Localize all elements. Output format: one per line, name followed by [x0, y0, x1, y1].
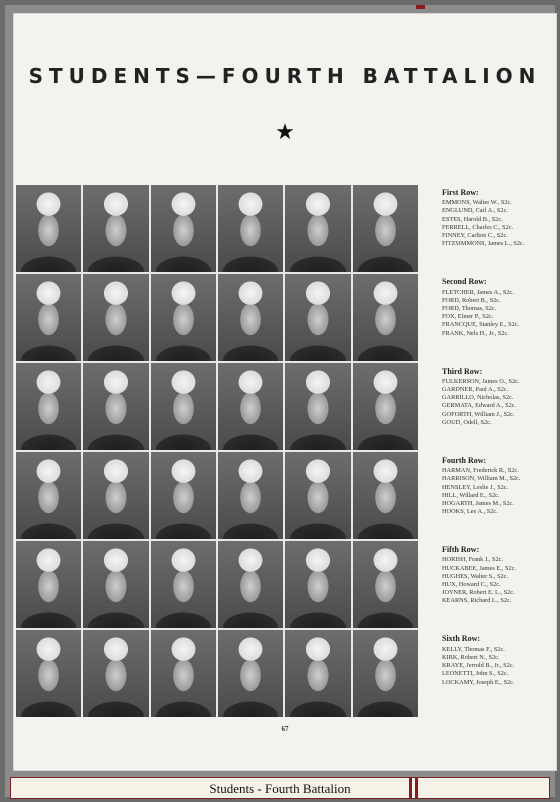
portrait-photo	[218, 630, 283, 717]
page-number: 67	[281, 725, 289, 733]
student-name: FRANK, Nels H., Jr., S2c.	[442, 329, 509, 337]
student-name: HUCKABEE, James E., S2c.	[442, 564, 516, 572]
student-name: FRANCQUE, Stanley E., S2c.	[442, 321, 520, 329]
portrait-photo	[16, 363, 81, 450]
portrait-photo	[218, 452, 283, 539]
student-name: FORD, Robert B., S2c.	[442, 296, 501, 304]
portrait-photo	[285, 541, 350, 628]
row-group	[442, 631, 554, 720]
student-name: KELLY, Thomas F., S2c.	[442, 645, 505, 653]
row-heading: First Row:	[442, 188, 479, 197]
row-heading: Third Row:	[442, 366, 483, 376]
portrait-photo	[353, 452, 418, 539]
student-name: ESTES, Harold B., S2c.	[442, 215, 503, 223]
student-name: FLETCHER, James A., S2c.	[442, 288, 514, 296]
student-name: JOYNER, Robert E. L., S2c.	[442, 589, 515, 597]
portrait-photo	[83, 185, 148, 272]
student-name: GOUD, Odell, S2c.	[442, 418, 492, 426]
portrait-photo	[353, 185, 418, 272]
student-name: HUX, Howard C., S2c.	[442, 581, 501, 588]
row-heading: Sixth Row:	[442, 634, 481, 644]
student-name: GARRILLO, Nicholas, S2c.	[442, 394, 514, 402]
student-name: HUGHES, Walter S., S2c.	[442, 572, 509, 580]
portrait-photo	[285, 274, 350, 361]
star-icon: ★	[275, 120, 295, 145]
student-name: HARRISON, William M., S2c.	[442, 475, 521, 483]
student-name: GERMATA, Edward A., S2c.	[442, 402, 517, 410]
row-group	[442, 453, 554, 542]
portrait-photo	[151, 185, 216, 272]
portrait-photo	[16, 452, 81, 539]
row-heading: Fifth Row:	[442, 545, 480, 555]
portrait-photo	[83, 363, 148, 450]
portrait-photo	[16, 274, 81, 361]
portrait-photo	[83, 541, 148, 628]
student-name: LOCKAMY, Joseph E., S2c.	[442, 678, 515, 686]
name-list	[442, 185, 554, 721]
student-name: FORD, Thomas, S2c.	[442, 304, 497, 312]
portrait-photo	[285, 630, 350, 717]
row-heading: Fourth Row:	[442, 455, 487, 465]
student-name: GARDNER, Paul A., S2c.	[442, 386, 509, 393]
portrait-photo	[285, 452, 350, 539]
student-name: HORISH, Frank J., S2c.	[442, 556, 504, 564]
portrait-photo	[218, 274, 283, 361]
student-name: FITZSIMMONS, James L., S2c.	[442, 240, 525, 248]
portrait-photo	[353, 274, 418, 361]
student-name: HARMAN, Frederick R., S2c.	[442, 467, 519, 475]
portrait-photo	[353, 363, 418, 450]
student-name: LEONETTI, John S., S2c.	[442, 670, 509, 678]
portrait-photo	[83, 274, 148, 361]
portrait-photo	[285, 185, 350, 272]
portrait-grid	[16, 185, 418, 717]
portrait-photo	[353, 541, 418, 628]
row-group	[442, 274, 554, 363]
portrait-photo	[16, 541, 81, 628]
student-name: HOGARTH, James M., S2c.	[442, 499, 514, 507]
portrait-photo	[353, 630, 418, 717]
student-name: ENGLUND, Carl A., S2c.	[442, 207, 508, 215]
row-heading: Second Row:	[442, 277, 487, 287]
page-title: STUDENTS—FOURTH BATTALION	[28, 64, 542, 88]
portrait-photo	[151, 274, 216, 361]
row-group	[442, 364, 554, 453]
portrait-photo	[16, 185, 81, 272]
student-name: FULKERSON, James O., S2c.	[442, 377, 520, 385]
portrait-photo	[285, 363, 350, 450]
student-name: EMMONS, Walter W., S2c.	[442, 199, 512, 207]
student-name: FERRELL, Charles C., S2c.	[442, 223, 514, 231]
student-name: KEARNS, Richard L., S2c.	[442, 597, 512, 605]
bookmark-marker	[416, 5, 425, 9]
student-name: KIRK, Robert N., S2c.	[442, 653, 500, 661]
portrait-photo	[151, 630, 216, 717]
row-group	[442, 542, 554, 631]
portrait-photo	[151, 541, 216, 628]
caption-bar	[10, 777, 550, 799]
portrait-photo	[83, 452, 148, 539]
row-group	[442, 185, 554, 274]
student-name: FOX, Elmer P., S2c.	[442, 313, 494, 321]
student-name: KRAYE, Jerrold B., Jr., S2c.	[442, 662, 515, 670]
caption-text: Students - Fourth Battalion	[209, 781, 351, 796]
student-name: FINNEY, Carlton C., S2c.	[442, 232, 508, 240]
student-name: HOOKS, Lee A., S2c.	[442, 508, 498, 516]
portrait-photo	[151, 452, 216, 539]
portrait-photo	[16, 630, 81, 717]
portrait-photo	[218, 363, 283, 450]
portrait-photo	[83, 630, 148, 717]
student-name: GOFORTH, William J., S2c.	[442, 410, 515, 418]
portrait-photo	[218, 185, 283, 272]
student-name: HENSLEY, Leslie J., S2c.	[442, 483, 509, 491]
student-name: HILL, Willard E., S2c.	[442, 491, 500, 499]
portrait-photo	[151, 363, 216, 450]
yearbook-page	[13, 13, 557, 771]
portrait-photo	[218, 541, 283, 628]
